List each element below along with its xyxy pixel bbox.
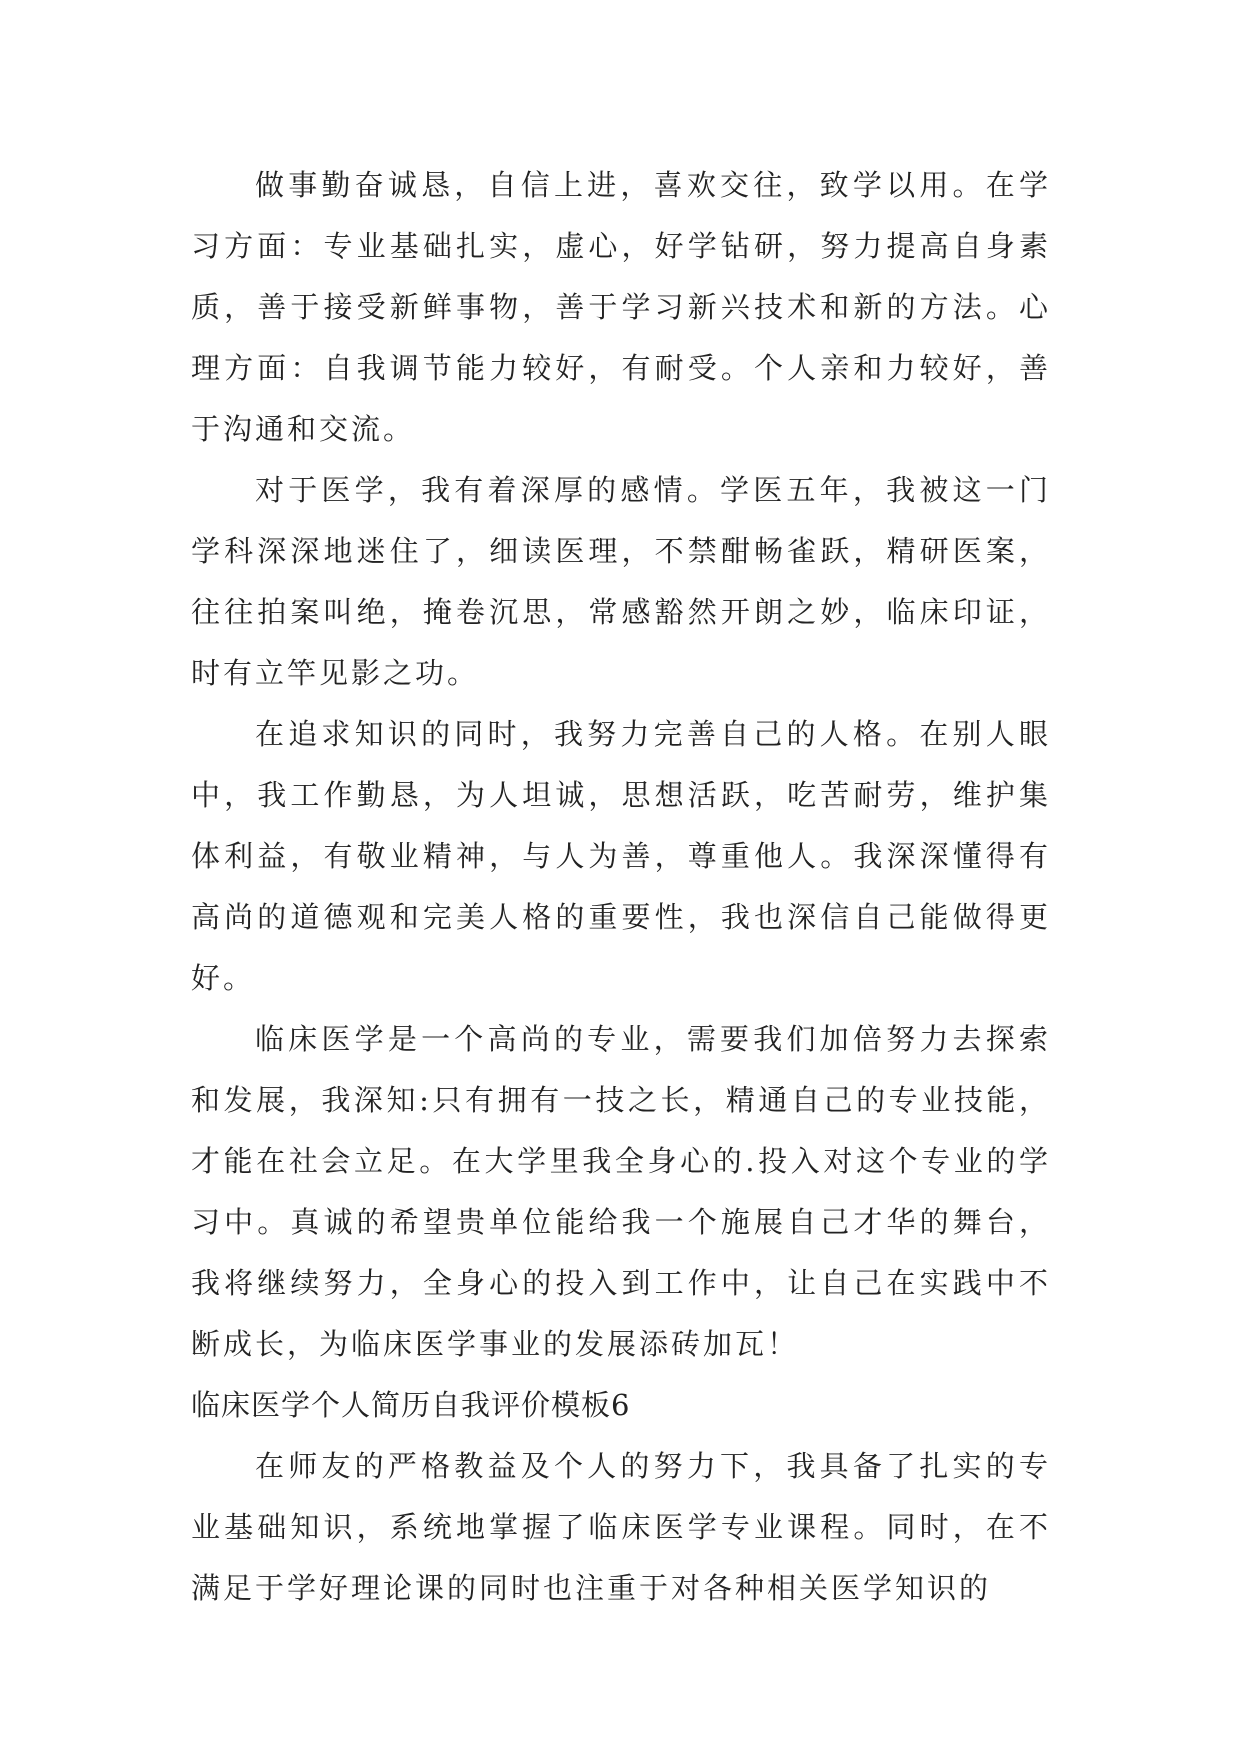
paragraph-personality: 在追求知识的同时，我努力完善自己的人格。在别人眼中，我工作勤恳，为人坦诚，思想活跃，吃苦耐劳，维护集体利益，有敬业精神，与人为善，尊重他人。我深深懂得有高尚的道德观和完美人格的重要性，我也深信自己能做得更好。 (191, 717, 1051, 995)
document-body (191, 155, 1051, 1619)
section-heading: 临床医学个人简历自我评价模板6 (191, 1388, 631, 1422)
paragraph-clinical-career: 临床医学是一个高尚的专业，需要我们加倍努力去探索和发展，我深知:只有拥有一技之长，精通自己的专业技能，才能在社会立足。在大学里我全身心的.投入对这个专业的学习中。真诚的希望贵单位能给我一个施展自己才华的舞台，我将继续努力，全身心的投入到工作中，让自己在实践中不断成长，为临床医学事业的发展添砖加瓦！ (191, 1022, 1051, 1361)
paragraph-education: 在师友的严格教益及个人的努力下，我具备了扎实的专业基础知识，系统地掌握了临床医学专业课程。同时，在不满足于学好理论课的同时也注重于对各种相关医学知识的 (191, 1449, 1051, 1605)
paragraph-self-evaluation: 做事勤奋诚恳，自信上进，喜欢交往，致学以用。在学习方面：专业基础扎实，虚心，好学钻研，努力提高自身素质，善于接受新鲜事物，善于学习新兴技术和新的方法。心理方面：自我调节能力较好，有耐受。个人亲和力较好，善于沟通和交流。 (191, 168, 1051, 446)
paragraph-medicine-passion: 对于医学，我有着深厚的感情。学医五年，我被这一门学科深深地迷住了，细读医理，不禁酣畅雀跃，精研医案，往往拍案叫绝，掩卷沉思，常感豁然开朗之妙，临床印证，时有立竿见影之功。 (191, 473, 1051, 690)
